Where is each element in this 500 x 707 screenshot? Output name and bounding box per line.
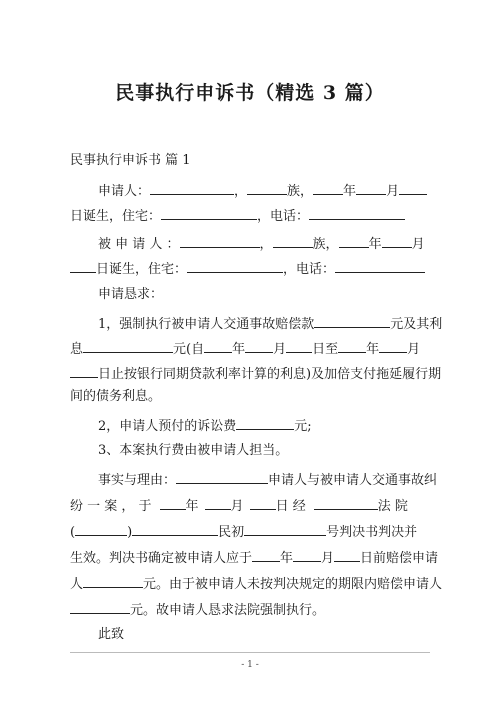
blank xyxy=(132,522,218,536)
blank xyxy=(70,364,98,378)
blank xyxy=(204,339,232,353)
text: 事实与理由： xyxy=(98,473,177,488)
blank xyxy=(313,181,343,195)
document-title: 民事执行申诉书（精选 3 篇） xyxy=(115,82,385,104)
blank xyxy=(399,181,427,195)
text: 民初 xyxy=(218,525,245,540)
claim-1-line-2 xyxy=(70,339,420,358)
claim-2 xyxy=(98,416,312,435)
blank xyxy=(70,600,130,614)
claims-heading: 申请恳求： xyxy=(98,287,164,302)
blank xyxy=(247,181,287,195)
footer-rule xyxy=(70,652,430,653)
text: 人 xyxy=(70,577,84,592)
blank xyxy=(338,339,366,353)
blank xyxy=(273,234,313,248)
blank xyxy=(176,470,268,484)
text: 法 院 xyxy=(377,499,408,514)
text: 日止按银行同期贷款利率计算的利息)及加倍支付拖延履行期 xyxy=(98,367,442,382)
text: 日诞生，住宅： xyxy=(96,262,188,277)
blank xyxy=(150,181,234,195)
claim-3: 3、本案执行费由被申请人担当。 xyxy=(98,443,289,458)
blank xyxy=(83,574,143,588)
text: ( xyxy=(70,525,76,540)
blank xyxy=(314,314,390,328)
text: 月 xyxy=(411,237,425,252)
text: 元(自 xyxy=(173,342,205,357)
text: 元。故申请人恳求法院强制执行。 xyxy=(130,603,326,618)
text: 族， xyxy=(287,184,314,199)
facts-line-5 xyxy=(70,574,442,593)
section-heading: 民事执行申诉书 篇 1 xyxy=(70,153,191,168)
blank xyxy=(205,496,231,510)
text: 元; xyxy=(294,419,312,434)
blank xyxy=(250,496,276,510)
page-number: - 1 - xyxy=(241,660,259,670)
text: 1，强制执行被申请人交通事故赔偿款 xyxy=(98,317,315,332)
blank xyxy=(70,259,96,273)
blank xyxy=(244,522,326,536)
facts-line-6 xyxy=(70,600,325,619)
text: 日至 xyxy=(312,342,339,357)
claim-1-line-3 xyxy=(70,364,441,383)
text: ，电话： xyxy=(257,209,310,224)
blank xyxy=(252,548,280,562)
text: 年 xyxy=(366,342,380,357)
text: 月 xyxy=(407,342,421,357)
facts-line-2 xyxy=(70,496,408,515)
applicant-label: 申请人： xyxy=(98,184,151,199)
blank xyxy=(180,234,260,248)
text: 元。由于被申请人未按判决规定的期限内赔偿申请人 xyxy=(143,577,443,592)
text: 族， xyxy=(312,237,339,252)
text: 年 xyxy=(280,551,294,566)
text: 日前赔偿申请 xyxy=(360,551,439,566)
blank xyxy=(286,339,312,353)
blank xyxy=(334,548,360,562)
blank xyxy=(293,548,321,562)
blank xyxy=(187,259,283,273)
blank xyxy=(236,416,294,430)
text: 月 xyxy=(273,342,287,357)
text: 2，申请人预付的诉讼费 xyxy=(98,419,237,434)
text: ， xyxy=(234,184,248,199)
blank xyxy=(75,522,127,536)
text: 年 xyxy=(343,184,357,199)
text: 年 xyxy=(368,237,382,252)
blank xyxy=(245,339,273,353)
blank xyxy=(335,259,425,273)
text: 月 xyxy=(321,551,335,566)
text: 日 经 xyxy=(275,499,306,514)
text: 生效。判决书确定被申请人应于 xyxy=(70,551,253,566)
blank xyxy=(160,496,186,510)
text: ) xyxy=(127,525,133,540)
text: 月 xyxy=(230,499,244,514)
facts-line-3 xyxy=(70,522,417,541)
respondent-label: 被 申 请 人 ： xyxy=(98,237,180,252)
respondent-line-1 xyxy=(98,234,425,253)
text: 元及其利 xyxy=(390,317,443,332)
text: 年 xyxy=(232,342,246,357)
text: ， xyxy=(259,237,273,252)
text: 年 xyxy=(185,499,199,514)
blank xyxy=(83,339,173,353)
blank xyxy=(379,339,407,353)
text: 纷 一 案 ， 于 xyxy=(70,499,152,514)
text: ，电话： xyxy=(283,262,336,277)
facts-line-1 xyxy=(98,470,437,489)
claim-1-line-1 xyxy=(98,314,442,333)
respondent-line-2 xyxy=(70,259,425,278)
blank xyxy=(382,234,412,248)
blank xyxy=(161,206,257,220)
text: 月 xyxy=(386,184,400,199)
text: 息 xyxy=(70,342,84,357)
blank xyxy=(309,206,405,220)
blank xyxy=(339,234,369,248)
applicant-line-2 xyxy=(70,206,405,225)
closing: 此致 xyxy=(98,627,125,642)
text: 申请人与被申请人交通事故纠 xyxy=(268,473,438,488)
blank xyxy=(356,181,386,195)
text: 日诞生，住宅： xyxy=(70,209,162,224)
blank xyxy=(314,496,378,510)
facts-line-4 xyxy=(70,548,438,567)
text: 号判决书判决并 xyxy=(326,525,418,540)
applicant-line-1 xyxy=(98,181,427,200)
claim-1-line-4: 间的债务利息。 xyxy=(70,389,162,404)
